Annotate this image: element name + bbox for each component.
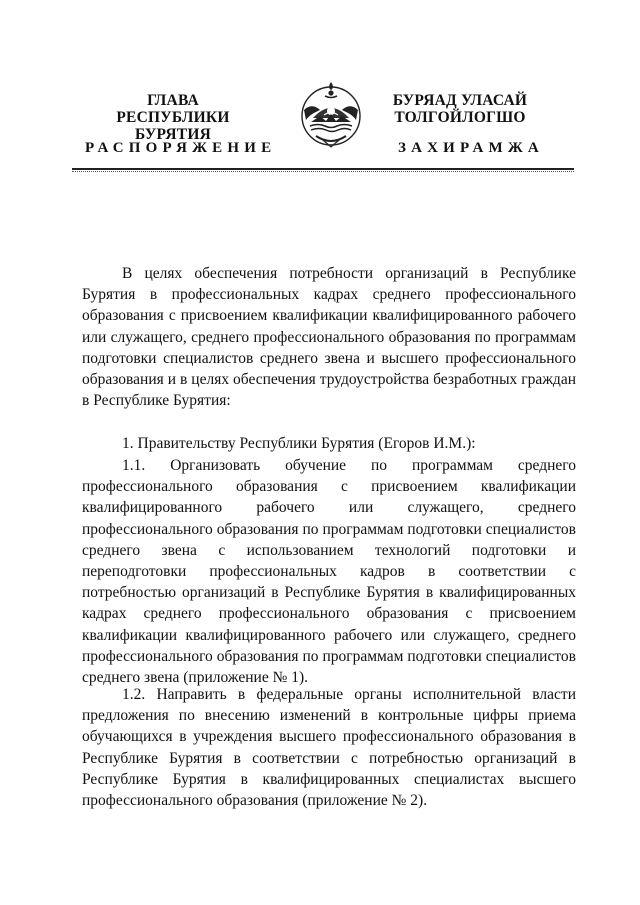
header-right-line1: БУРЯАД УЛАСАЙ [392, 92, 528, 109]
item-1-1 [82, 455, 576, 688]
header-right-line2: ТОЛГОЙЛОГШО [394, 109, 526, 126]
header-right [370, 92, 550, 126]
header-divider-dotted [72, 171, 574, 172]
item-1-2 [82, 684, 576, 811]
intro-paragraph [82, 263, 576, 411]
doc-type-buryat: ЗАХИРАМЖА [398, 140, 544, 156]
coat-of-arms-icon [298, 80, 364, 150]
header-left-line2: РЕСПУБЛИКИ БУРЯТИЯ [116, 109, 230, 143]
header-left-line1: ГЛАВА [147, 92, 199, 109]
item-1-text: 1. Правительству Республики Бурятия (Егоров И.М.): [122, 435, 476, 452]
doc-type-russian: РАСПОРЯЖЕНИЕ [85, 140, 277, 156]
header-left [83, 92, 263, 143]
intro-text: В целях обеспечения потребности организаций в Республике Бурятия в профессиональных кадрах среднего профессионального образования с присвоением квалификации квалифицированного рабочего или служащего, среднего профессионального образования по программам подготовки специалистов среднего звена и высшего профессионального образования и в целях обеспечения трудоустройства безработных граждан в Республике Бурятия: [82, 265, 576, 410]
header-divider [72, 168, 574, 170]
item-1 [82, 433, 576, 454]
item-1-1-text: 1.1. Организовать обучение по программам среднего профессионального образования с присвоением квалификации квалифицированного рабочего или служащего, среднего профессионального образования по программам подготовки специалистов среднего звена с использованием технологий подготовки и переподготовки профессиональных кадров в соответствии с потребностью организаций в Республике Бурятия в квалифицированных кадрах среднего профессионального образования с присвоением квалификации квалифицированного рабочего или служащего, среднего профессионального образования по программам подготовки специалистов среднего звена (приложение № 1). [82, 457, 576, 687]
item-1-2-text: 1.2. Направить в федеральные органы исполнительной власти предложения по внесению изменений в контрольные цифры приема обучающихся в учреждения высшего профессионального образования в Республике Бурятия в соответствии с потребностью организаций в Республике Бурятия в квалифицированных специалистах высшего профессионального образования (приложение № 2). [82, 686, 576, 810]
